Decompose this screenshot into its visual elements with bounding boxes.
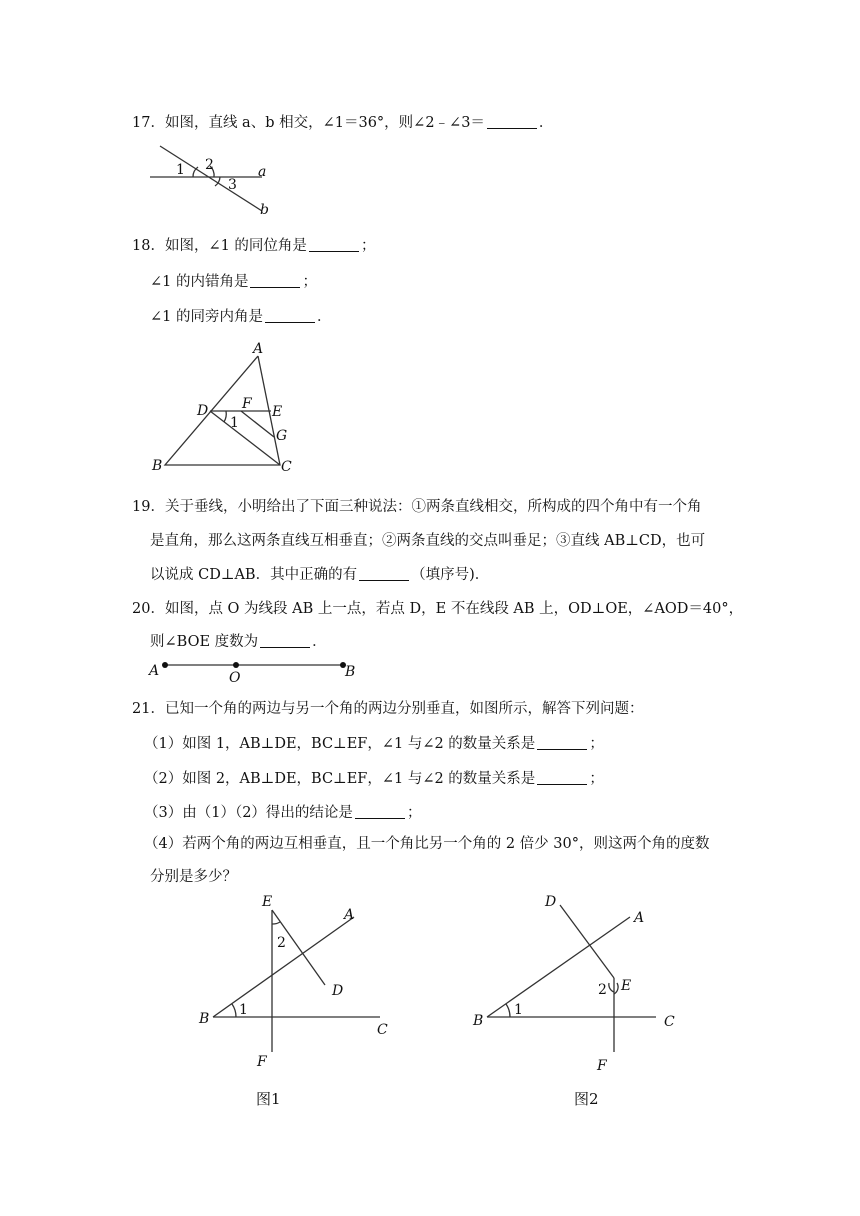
fig2-arc-2 — [609, 983, 614, 992]
fig1-label-1: 1 — [239, 1002, 248, 1018]
q21-part1-end: ； — [589, 736, 604, 752]
q21-part3-end: ； — [406, 805, 422, 821]
fig1-label-e: E — [262, 894, 273, 910]
q20-label-a: A — [149, 663, 160, 679]
fig2-label-f: F — [597, 1058, 607, 1074]
q17-prompt-end: ． — [538, 115, 554, 131]
q19-line2: 是直角，那么这两条直线互相垂直；②两条直线的交点叫垂足；③直线 AB⊥CD，也可 — [150, 533, 706, 549]
q19-prompt-end: （填序号)． — [411, 567, 490, 583]
q21-part4-line1: （4）若两个角的两边互相垂直，且一个角比另一个角的 2 倍少 30°，则这两个角的度数 — [144, 836, 710, 852]
fig1-label-d: D — [332, 983, 344, 999]
fig2-line-de — [560, 905, 614, 978]
q18-prompt-3-end: ． — [316, 309, 332, 325]
q21-part2-end: ； — [589, 771, 604, 787]
q18-label-b: B — [152, 458, 163, 474]
q21-part1-prompt: （1）如图 1，AB⊥DE，BC⊥EF，∠1 与∠2 的数量关系是 — [144, 736, 536, 752]
q18-prompt-3: ∠1 的同旁内角是 — [150, 309, 263, 325]
q21-part4-line2: 分别是多少？ — [150, 869, 237, 885]
q19-line1: 19．关于垂线，小明给出了下面三种说法：①两条直线相交，所构成的四个角中有一个角 — [132, 499, 702, 515]
fig2-label-2: 2 — [598, 982, 607, 998]
q18-prompt-2-end: ； — [302, 274, 317, 290]
q18-label-1: 1 — [230, 415, 239, 431]
q18-prompt-1-end: ； — [360, 238, 376, 254]
q17-prompt: 17．如图，直线 a、b 相交，∠1＝36°，则∠2﹣∠3＝ — [132, 115, 485, 131]
q18-prompt-1: 18．如图，∠1 的同位角是 — [132, 238, 307, 254]
q18-label-e: E — [272, 404, 283, 420]
q17-label-2: 2 — [205, 157, 214, 173]
fig2-label-1: 1 — [514, 1002, 523, 1018]
q17-label-3: 3 — [228, 177, 237, 193]
q21-line1: 21．已知一个角的两边与另一个角的两边分别垂直，如图所示，解答下列问题： — [132, 701, 644, 717]
q17-label-b: b — [260, 202, 269, 218]
q20-prompt-end: ． — [312, 634, 327, 650]
fig2-label-c: C — [664, 1014, 675, 1030]
fig1-label-2: 2 — [277, 935, 286, 951]
q18-prompt-2: ∠1 的内错角是 — [150, 274, 249, 290]
q21-part3-prompt: （3）由（1）（2）得出的结论是 — [144, 805, 353, 821]
q17-label-1: 1 — [176, 162, 185, 178]
q18-label-g: G — [276, 428, 288, 444]
q20-line1: 20．如图，点 O 为线段 AB 上一点，若点 D，E 不在线段 AB 上，OD⊥OE，∠AOD＝40°， — [132, 601, 744, 617]
fig1-label-f: F — [257, 1054, 267, 1070]
q17-label-a: a — [258, 164, 267, 180]
fig1-label-b: B — [199, 1011, 210, 1027]
fig1-caption: 图1 — [256, 1090, 281, 1108]
fig2-label-a: A — [634, 910, 645, 926]
fig2-arc-1 — [506, 1004, 510, 1017]
q19-prompt: 以说成 CD⊥AB．其中正确的有 — [150, 567, 358, 583]
q20-label-b: B — [345, 664, 356, 680]
q20-prompt: 则∠BOE 度数为 — [150, 634, 259, 650]
q20-label-o: O — [229, 670, 241, 686]
q18-label-f: F — [242, 396, 252, 412]
fig2-label-e: E — [621, 978, 632, 994]
q21-part2-prompt: （2）如图 2，AB⊥DE，BC⊥EF，∠1 与∠2 的数量关系是 — [144, 771, 536, 787]
q18-label-c: C — [281, 459, 292, 475]
fig2-caption: 图2 — [574, 1090, 599, 1108]
fig1-label-a: A — [344, 907, 355, 923]
fig2-label-d: D — [545, 894, 557, 910]
q18-label-d: D — [197, 403, 209, 419]
fig1-label-c: C — [377, 1022, 388, 1038]
fig2-label-b: B — [473, 1013, 484, 1029]
q18-label-a: A — [253, 341, 264, 357]
fig2-line-ba — [487, 917, 630, 1017]
